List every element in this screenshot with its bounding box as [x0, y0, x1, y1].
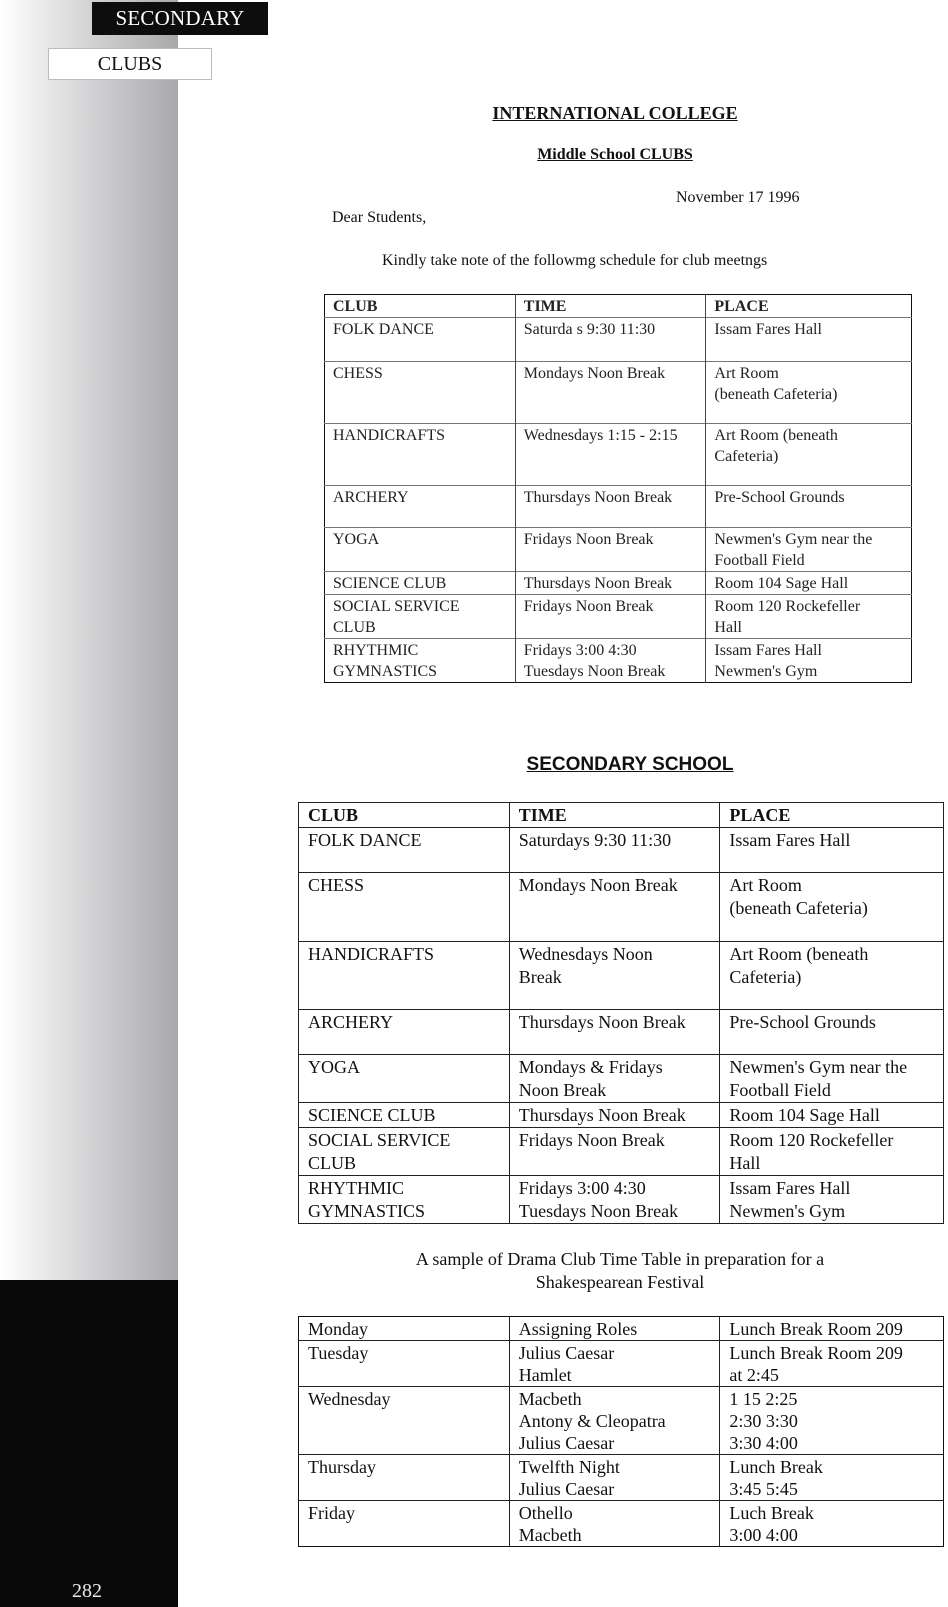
- club-cell-line: YOGA: [308, 1057, 360, 1077]
- place-cell-line: Newmen's Gym: [714, 663, 818, 680]
- time-cell-line: Wednesdays Noon: [518, 944, 653, 964]
- place-cell-line: Cafeteria): [714, 448, 779, 465]
- time-cell: [509, 873, 720, 942]
- day-cell-line: Wednesday: [308, 1389, 391, 1409]
- column-header: CLUB: [333, 298, 378, 315]
- time-cell: [720, 1341, 944, 1387]
- time-cell-line: Mondays & Fridays: [518, 1057, 663, 1077]
- place-cell-line: Newmen's Gym: [729, 1201, 846, 1221]
- place-cell-line: Room 104 Sage Hall: [729, 1105, 880, 1125]
- time-cell-line: 3:45 5:45: [729, 1479, 798, 1499]
- place-cell-line: (beneath Cafeteria): [729, 898, 868, 918]
- time-cell: [509, 828, 720, 873]
- place-cell: [720, 1055, 944, 1103]
- document-subtitle: Middle School CLUBS: [537, 146, 693, 163]
- place-cell-line: Cafeteria): [729, 967, 802, 987]
- day-cell: [299, 1455, 510, 1501]
- club-cell-line: GYMNASTICS: [333, 663, 438, 680]
- place-cell: [706, 639, 912, 683]
- table-row: [299, 942, 944, 1010]
- club-cell: [299, 1128, 510, 1176]
- place-cell-line: Newmen's Gym near the: [729, 1057, 908, 1077]
- place-cell-line: Newmen's Gym near the: [714, 531, 873, 548]
- header-row: [299, 803, 944, 828]
- club-cell: [325, 595, 516, 639]
- table-row: [299, 873, 944, 942]
- place-cell-line: Hall: [714, 619, 742, 636]
- table-row: [299, 1176, 944, 1224]
- club-cell: [325, 572, 516, 595]
- day-cell: [299, 1317, 510, 1341]
- place-cell-line: Football Field: [714, 552, 805, 569]
- club-cell-line: SCIENCE CLUB: [333, 575, 447, 592]
- drama-caption-line-2: Shakespearean Festival: [535, 1272, 705, 1292]
- place-cell-line: Issam Fares Hall: [714, 642, 822, 659]
- place-cell-line: Issam Fares Hall: [729, 1178, 851, 1198]
- place-cell-line: Art Room (beneath: [714, 427, 838, 444]
- club-cell-line: GYMNASTICS: [308, 1201, 426, 1221]
- secondary-school-clubs-table: [298, 802, 944, 1224]
- place-cell: [706, 572, 912, 595]
- time-cell-line: Thursdays Noon Break: [523, 575, 673, 592]
- club-cell-line: SCIENCE CLUB: [308, 1105, 436, 1125]
- time-cell-line: Fridays 3:00 4:30: [518, 1178, 646, 1198]
- place-cell-line: Hall: [729, 1153, 761, 1173]
- table-row: [299, 1128, 944, 1176]
- club-cell-line: RHYTHMIC: [308, 1178, 405, 1198]
- table-row: [299, 1010, 944, 1055]
- place-cell-line: Pre-School Grounds: [714, 489, 845, 506]
- table-row: [325, 528, 912, 572]
- place-cell-line: Issam Fares Hall: [729, 830, 851, 850]
- drama-caption-line-1: A sample of Drama Club Time Table in preparation for a: [415, 1249, 825, 1269]
- club-cell: [325, 362, 516, 424]
- time-cell: [515, 486, 706, 528]
- time-cell-line: 3:00 4:00: [729, 1525, 798, 1545]
- time-cell-line: 2:30 3:30: [729, 1411, 798, 1431]
- time-cell-line: Break: [518, 967, 562, 987]
- place-cell: [706, 424, 912, 486]
- place-cell-line: Art Room: [714, 365, 779, 382]
- place-cell: [720, 1010, 944, 1055]
- play-cell-line: Twelfth Night: [518, 1457, 620, 1477]
- club-cell: [299, 1176, 510, 1224]
- time-cell-line: Tuesdays Noon Break: [518, 1201, 679, 1221]
- table-row: [325, 572, 912, 595]
- play-cell: [509, 1455, 720, 1501]
- time-cell-line: Mondays Noon Break: [518, 875, 678, 895]
- day-cell: [299, 1387, 510, 1455]
- play-cell-line: Julius Caesar: [518, 1343, 615, 1363]
- play-cell-line: Julius Caesar: [518, 1479, 615, 1499]
- place-cell: [706, 528, 912, 572]
- time-cell-line: Lunch Break Room 209: [729, 1319, 903, 1339]
- time-cell: [509, 1103, 720, 1128]
- table-row: [299, 828, 944, 873]
- place-cell: [720, 873, 944, 942]
- letter-date: November 17 1996: [676, 189, 800, 206]
- place-cell-line: (beneath Cafeteria): [714, 386, 838, 403]
- column-header: CLUB: [299, 803, 510, 828]
- club-cell-line: HANDICRAFTS: [308, 944, 435, 964]
- club-cell-line: ARCHERY: [308, 1012, 394, 1032]
- salutation: Dear Students,: [332, 209, 427, 226]
- club-cell: [299, 1055, 510, 1103]
- place-cell: [706, 595, 912, 639]
- place-cell-line: Room 104 Sage Hall: [714, 575, 849, 592]
- time-cell-line: Wednesdays 1:15 - 2:15: [523, 427, 678, 444]
- place-cell: [706, 318, 912, 362]
- club-cell-line: CLUB: [308, 1153, 357, 1173]
- time-cell: [720, 1501, 944, 1547]
- time-cell: [509, 942, 720, 1010]
- place-cell-line: Room 120 Rockefeller: [714, 598, 861, 615]
- club-cell: [325, 424, 516, 486]
- time-cell: [515, 424, 706, 486]
- place-cell: [720, 1103, 944, 1128]
- club-cell: [299, 1103, 510, 1128]
- time-cell-line: Fridays Noon Break: [518, 1130, 665, 1150]
- place-cell: [706, 486, 912, 528]
- middle-school-clubs-table: [324, 294, 912, 683]
- place-cell: [720, 1128, 944, 1176]
- club-cell-line: FOLK DANCE: [308, 830, 422, 850]
- club-cell-line: CHESS: [308, 875, 365, 895]
- time-cell-line: Saturda s 9:30 11:30: [523, 321, 656, 338]
- clubs-tab: CLUBS: [48, 48, 212, 80]
- club-cell-line: HANDICRAFTS: [333, 427, 446, 444]
- time-cell-line: Lunch Break Room 209: [729, 1343, 903, 1363]
- club-cell-line: RHYTHMIC: [333, 642, 419, 659]
- page-number: 282: [72, 1580, 102, 1602]
- drama-timetable: [298, 1316, 944, 1547]
- time-cell: [509, 1128, 720, 1176]
- place-cell-line: Football Field: [729, 1080, 831, 1100]
- intro-text: Kindly take note of the followmg schedule for club meetngs: [382, 252, 768, 269]
- table-row: [299, 1317, 944, 1341]
- table-row: [299, 1103, 944, 1128]
- time-cell: [515, 595, 706, 639]
- club-cell: [325, 639, 516, 683]
- place-cell-line: Issam Fares Hall: [714, 321, 822, 338]
- header-row: [325, 295, 912, 318]
- column-header: PLACE: [720, 803, 944, 828]
- time-cell-line: Fridays Noon Break: [523, 598, 654, 615]
- day-cell-line: Thursday: [308, 1457, 376, 1477]
- section-tab: SECONDARY: [92, 2, 268, 35]
- table-row: [299, 1055, 944, 1103]
- column-header: TIME: [515, 295, 706, 318]
- time-cell-line: Noon Break: [518, 1080, 607, 1100]
- time-cell-line: Thursdays Noon Break: [523, 489, 673, 506]
- time-cell-line: Fridays Noon Break: [523, 531, 654, 548]
- time-cell-line: Lunch Break: [729, 1457, 823, 1477]
- time-cell-line: Luch Break: [729, 1503, 814, 1523]
- column-header: PLACE: [706, 295, 912, 318]
- time-cell-line: Mondays Noon Break: [523, 365, 666, 382]
- club-cell: [325, 528, 516, 572]
- time-cell-line: Saturdays 9:30 11:30: [518, 830, 672, 850]
- club-cell-line: FOLK DANCE: [333, 321, 434, 338]
- club-cell: [325, 486, 516, 528]
- secondary-school-heading: SECONDARY SCHOOL: [526, 754, 734, 775]
- play-cell-line: Macbeth: [518, 1525, 582, 1545]
- play-cell: [509, 1501, 720, 1547]
- table-row: [325, 424, 912, 486]
- play-cell-line: Macbeth: [518, 1389, 582, 1409]
- time-cell: [515, 362, 706, 424]
- club-cell: [299, 1010, 510, 1055]
- time-cell-line: 1 15 2:25: [729, 1389, 798, 1409]
- play-cell: [509, 1387, 720, 1455]
- place-cell-line: Room 120 Rockefeller: [729, 1130, 894, 1150]
- club-cell: [325, 318, 516, 362]
- play-cell-line: Julius Caesar: [518, 1433, 615, 1453]
- time-cell: [720, 1387, 944, 1455]
- time-cell-line: Thursdays Noon Break: [518, 1105, 686, 1125]
- time-cell: [509, 1055, 720, 1103]
- play-cell: [509, 1341, 720, 1387]
- table-row: [299, 1341, 944, 1387]
- column-header: TIME: [509, 803, 720, 828]
- club-cell-line: CHESS: [333, 365, 383, 382]
- time-cell-line: 3:30 4:00: [729, 1433, 798, 1453]
- day-cell-line: Friday: [308, 1503, 355, 1523]
- place-cell: [720, 942, 944, 1010]
- table-row: [325, 639, 912, 683]
- play-cell-line: Antony & Cleopatra: [518, 1411, 666, 1431]
- club-cell-line: YOGA: [333, 531, 380, 548]
- time-cell: [720, 1455, 944, 1501]
- place-cell-line: Art Room (beneath: [729, 944, 869, 964]
- sidebar-dark-band: [0, 1280, 178, 1607]
- play-cell-line: Assigning Roles: [518, 1319, 638, 1339]
- time-cell-line: Fridays 3:00 4:30: [523, 642, 637, 659]
- place-cell: [720, 828, 944, 873]
- time-cell: [515, 528, 706, 572]
- day-cell-line: Tuesday: [308, 1343, 369, 1363]
- table-row: [299, 1501, 944, 1547]
- time-cell: [515, 318, 706, 362]
- club-cell-line: ARCHERY: [333, 489, 409, 506]
- table-row: [325, 318, 912, 362]
- play-cell-line: Othello: [518, 1503, 573, 1523]
- place-cell: [720, 1176, 944, 1224]
- time-cell-line: Tuesdays Noon Break: [523, 663, 666, 680]
- table-row: [325, 362, 912, 424]
- table-row: [299, 1455, 944, 1501]
- time-cell: [515, 639, 706, 683]
- time-cell-line: at 2:45: [729, 1365, 779, 1385]
- day-cell-line: Monday: [308, 1319, 368, 1339]
- table-row: [325, 486, 912, 528]
- club-cell: [299, 828, 510, 873]
- place-cell-line: Art Room: [729, 875, 802, 895]
- drama-caption: [340, 1248, 900, 1294]
- document-title: INTERNATIONAL COLLEGE: [492, 103, 738, 123]
- day-cell: [299, 1501, 510, 1547]
- play-cell: [509, 1317, 720, 1341]
- place-cell: [706, 362, 912, 424]
- time-cell-line: Thursdays Noon Break: [518, 1012, 686, 1032]
- time-cell: [720, 1317, 944, 1341]
- time-cell: [515, 572, 706, 595]
- play-cell-line: Hamlet: [518, 1365, 572, 1385]
- time-cell: [509, 1176, 720, 1224]
- club-cell: [299, 873, 510, 942]
- table-row: [325, 595, 912, 639]
- club-cell-line: CLUB: [333, 619, 376, 636]
- place-cell-line: Pre-School Grounds: [729, 1012, 876, 1032]
- club-cell-line: SOCIAL SERVICE: [333, 598, 460, 615]
- time-cell: [509, 1010, 720, 1055]
- table-row: [299, 1387, 944, 1455]
- club-cell: [299, 942, 510, 1010]
- club-cell-line: SOCIAL SERVICE: [308, 1130, 451, 1150]
- day-cell: [299, 1341, 510, 1387]
